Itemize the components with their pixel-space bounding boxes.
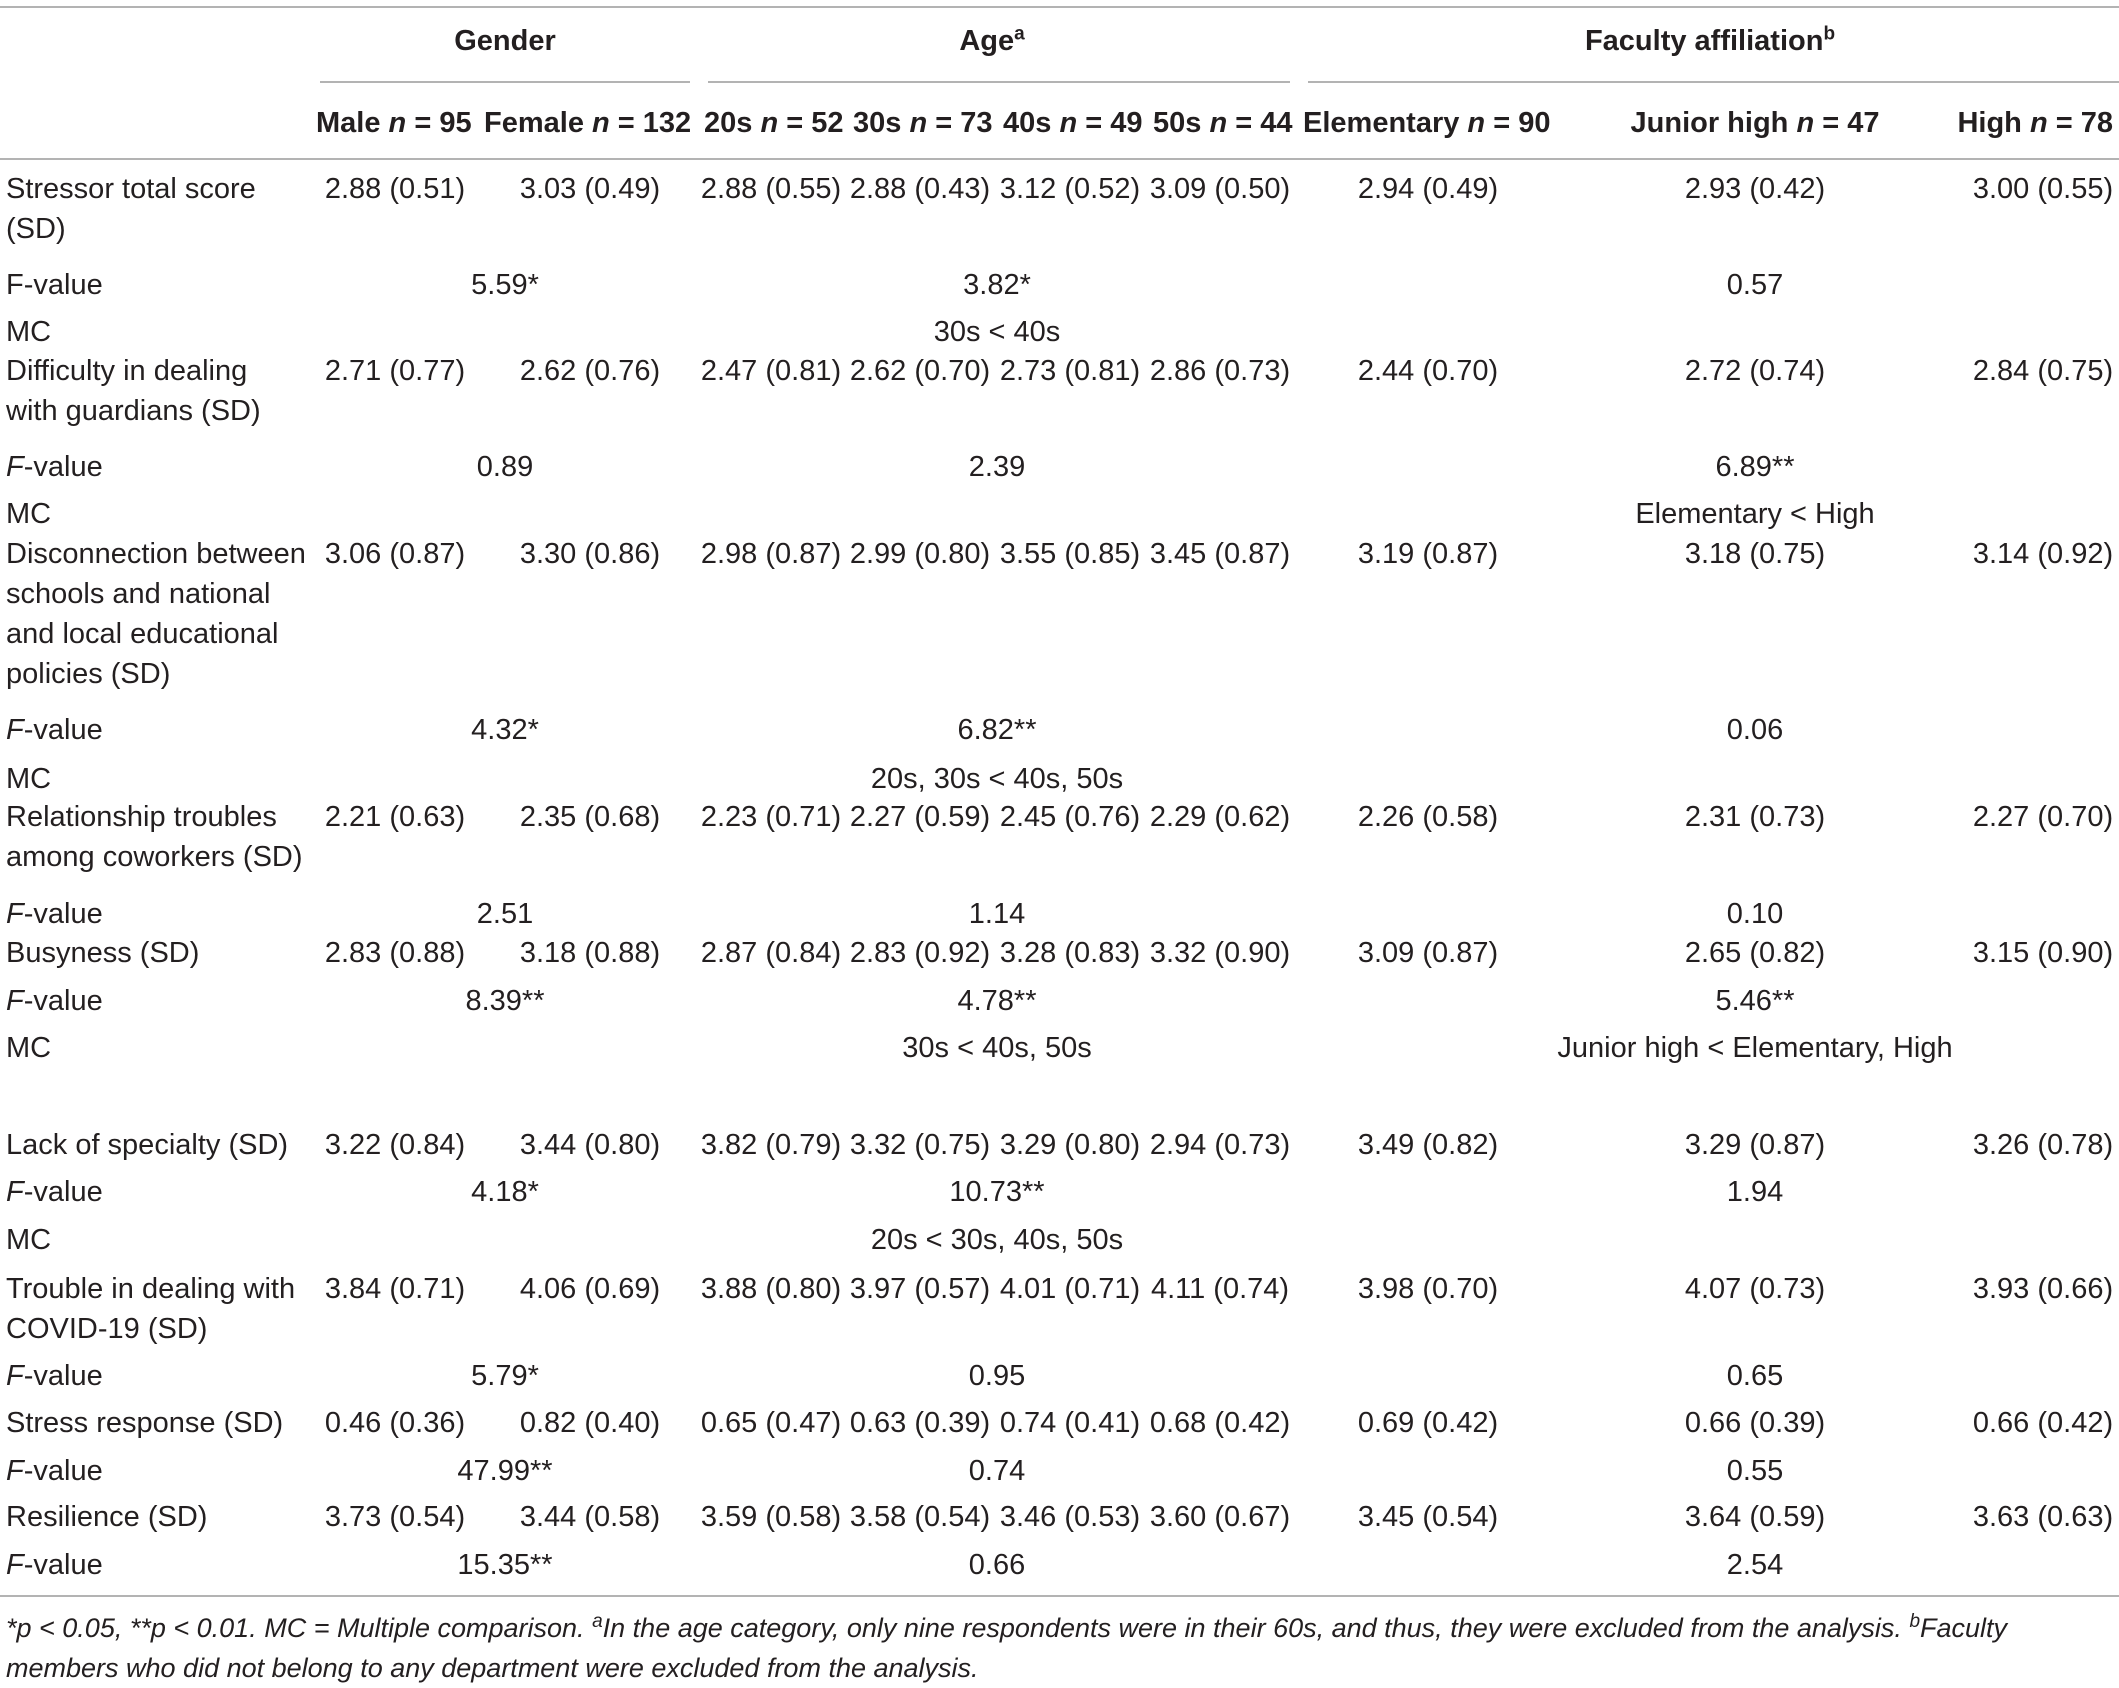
table-cell: 3.26 (0.78) xyxy=(1972,1129,2114,1161)
stat-cell-faculty: 1.94 xyxy=(1726,1176,1784,1208)
column-header-n: 73 xyxy=(960,107,993,139)
row-label-mc: MC xyxy=(6,763,52,795)
stat-cell-faculty: 0.65 xyxy=(1726,1360,1784,1392)
stat-cell-faculty: 0.57 xyxy=(1726,269,1784,301)
stat-cell-faculty: 6.89** xyxy=(1715,451,1795,483)
table-cell: 3.29 (0.87) xyxy=(1684,1129,1826,1161)
stat-cell-age: 3.82* xyxy=(963,269,1031,301)
row-label-measure: Difficulty in dealing with guardians (SD) xyxy=(6,355,261,427)
table-cell: 3.82 (0.79) xyxy=(700,1129,842,1161)
table-cell: 3.60 (0.67) xyxy=(1149,1501,1291,1533)
table-cell: 3.32 (0.75) xyxy=(849,1129,991,1161)
stat-cell-faculty: 2.54 xyxy=(1726,1549,1784,1581)
table-cell: 2.44 (0.70) xyxy=(1357,355,1499,387)
column-header-n: 44 xyxy=(1260,107,1293,139)
f-symbol: F xyxy=(6,1176,24,1208)
table-cell: 3.29 (0.80) xyxy=(999,1129,1141,1161)
faculty-footnote-mark: b xyxy=(1823,23,1836,45)
table-cell: 2.72 (0.74) xyxy=(1684,355,1826,387)
table-cell: 2.88 (0.43) xyxy=(849,173,991,205)
n-symbol: n xyxy=(2029,107,2048,139)
table-cell: 2.23 (0.71) xyxy=(700,801,842,833)
column-header-elementary: Elementary n = 90 xyxy=(1303,107,1551,139)
column-header-label: 50s xyxy=(1153,107,1202,139)
stat-cell-gender: 5.79* xyxy=(471,1360,539,1392)
row-label-measure: Relationship troubles among coworkers (SD) xyxy=(6,801,303,873)
header-bottom-rule xyxy=(0,158,2119,160)
column-header-n: 52 xyxy=(811,107,844,139)
table-cell: 0.66 (0.39) xyxy=(1684,1407,1826,1439)
column-header-n: 49 xyxy=(1110,107,1143,139)
table-cell: 3.45 (0.87) xyxy=(1149,538,1291,570)
stat-cell-gender: 4.18* xyxy=(471,1176,539,1208)
table-cell: 2.83 (0.92) xyxy=(849,937,991,969)
table-cell: 3.49 (0.82) xyxy=(1357,1129,1499,1161)
table-cell: 2.98 (0.87) xyxy=(700,538,842,570)
n-symbol: n xyxy=(909,107,928,139)
row-label-measure: Resilience (SD) xyxy=(6,1501,208,1533)
table-cell: 3.22 (0.84) xyxy=(324,1129,466,1161)
table-cell: 0.69 (0.42) xyxy=(1357,1407,1499,1439)
column-header-label: Junior high xyxy=(1630,107,1789,139)
table-cell: 2.62 (0.76) xyxy=(519,355,661,387)
age-footnote-mark: a xyxy=(1014,23,1025,45)
column-header-20s: 20s n = 52 xyxy=(704,107,844,139)
f-symbol: F xyxy=(6,1455,24,1487)
table-top-rule xyxy=(0,6,2119,8)
row-label-measure: Busyness (SD) xyxy=(6,937,200,969)
table-cell: 2.62 (0.70) xyxy=(849,355,991,387)
table-cell: 3.44 (0.80) xyxy=(519,1129,661,1161)
column-header-label: High xyxy=(1957,107,2022,139)
group-header-faculty xyxy=(1585,24,1835,58)
stat-cell-age: 10.73** xyxy=(949,1176,1045,1208)
gender-group-rule xyxy=(320,81,690,83)
row-label-measure: Lack of specialty (SD) xyxy=(6,1129,289,1161)
table-cell: 3.32 (0.90) xyxy=(1149,937,1291,969)
table-cell: 3.12 (0.52) xyxy=(999,173,1141,205)
stat-cell-gender: 8.39** xyxy=(465,985,545,1017)
table-cell: 3.64 (0.59) xyxy=(1684,1501,1826,1533)
stat-cell-gender: 5.59* xyxy=(471,269,539,301)
table-cell: 3.06 (0.87) xyxy=(324,538,466,570)
table-cell: 3.44 (0.58) xyxy=(519,1501,661,1533)
table-cell: 2.35 (0.68) xyxy=(519,801,661,833)
faculty-label: Faculty affiliation xyxy=(1584,25,1824,57)
table-cell: 3.93 (0.66) xyxy=(1972,1273,2114,1305)
table-cell: 2.27 (0.59) xyxy=(849,801,991,833)
column-header-label: Male xyxy=(316,107,381,139)
row-label-measure: Stressor total score (SD) xyxy=(6,173,256,245)
faculty-group-rule xyxy=(1308,81,2119,83)
table-cell: 3.14 (0.92) xyxy=(1972,538,2114,570)
column-header-30s: 30s n = 73 xyxy=(853,107,993,139)
table-cell: 0.46 (0.36) xyxy=(324,1407,466,1439)
table-cell: 3.30 (0.86) xyxy=(519,538,661,570)
table-cell: 2.93 (0.42) xyxy=(1684,173,1826,205)
footnote-mark-a: a xyxy=(592,1611,603,1632)
f-symbol: F xyxy=(6,451,24,483)
stat-cell-faculty: 0.55 xyxy=(1726,1455,1784,1487)
row-label-measure: Trouble in dealing with COVID-19 (SD) xyxy=(6,1273,296,1345)
table-cell: 3.00 (0.55) xyxy=(1972,173,2114,205)
table-bottom-rule xyxy=(0,1595,2119,1597)
stat-cell-gender: 2.51 xyxy=(476,898,534,930)
stat-cell-faculty: Junior high < Elementary, High xyxy=(1557,1032,1953,1064)
row-label-measure: Disconnection between schools and national and local educational policies (SD) xyxy=(6,538,306,690)
footnote-mark-b: b xyxy=(1909,1611,1921,1632)
n-symbol: n xyxy=(388,107,407,139)
footnote-faculty: Faculty members who did not belong to any department were excluded from the analysis. xyxy=(6,1613,2008,1683)
table-cell: 2.31 (0.73) xyxy=(1684,801,1826,833)
column-header-label: Elementary xyxy=(1303,107,1460,139)
table-cell: 2.47 (0.81) xyxy=(700,355,842,387)
column-header-n: 132 xyxy=(642,107,692,139)
table-cell: 2.83 (0.88) xyxy=(324,937,466,969)
table-cell: 3.15 (0.90) xyxy=(1972,937,2114,969)
table-cell: 3.98 (0.70) xyxy=(1357,1273,1499,1305)
row-label-f-value: F-value xyxy=(6,1360,103,1392)
f-symbol: F xyxy=(6,1360,24,1392)
stat-cell-age: 30s < 40s xyxy=(933,316,1061,348)
table-cell: 3.55 (0.85) xyxy=(999,538,1141,570)
row-label-measure: Stress response (SD) xyxy=(6,1407,284,1439)
table-cell: 2.73 (0.81) xyxy=(999,355,1141,387)
column-header-high: High n = 78 xyxy=(1957,107,2113,139)
row-label-mc: MC xyxy=(6,316,52,348)
column-header-label: 40s xyxy=(1003,107,1052,139)
group-header-age xyxy=(959,24,1024,58)
table-cell: 2.84 (0.75) xyxy=(1972,355,2114,387)
column-header-label: Female xyxy=(484,107,584,139)
row-label-f-value: F-value xyxy=(6,1176,103,1208)
stat-cell-age: 20s, 30s < 40s, 50s xyxy=(870,763,1124,795)
table-cell: 0.82 (0.40) xyxy=(519,1407,661,1439)
row-label-f-value: F-value xyxy=(6,269,103,301)
column-header-n: 90 xyxy=(1518,107,1551,139)
n-symbol: n xyxy=(592,107,610,139)
n-symbol: n xyxy=(760,107,779,139)
column-header-label: 20s xyxy=(704,107,753,139)
footnote-significance: *p < 0.05, **p < 0.01. MC = Multiple comparison. xyxy=(6,1613,585,1643)
stat-cell-faculty: 0.06 xyxy=(1726,714,1784,746)
stat-cell-age: 2.39 xyxy=(968,451,1026,483)
row-label-f-value: F-value xyxy=(6,985,103,1017)
stat-cell-age: 30s < 40s, 50s xyxy=(902,1032,1092,1064)
column-header-female: Female n = 132 xyxy=(484,107,692,139)
table-cell: 4.06 (0.69) xyxy=(519,1273,661,1305)
stat-cell-faculty: 5.46** xyxy=(1715,985,1795,1017)
table-cell: 2.65 (0.82) xyxy=(1684,937,1826,969)
column-header-n: 47 xyxy=(1847,107,1880,139)
table-cell: 2.88 (0.51) xyxy=(324,173,466,205)
column-header-n: 95 xyxy=(439,107,472,139)
table-cell: 3.09 (0.50) xyxy=(1149,173,1291,205)
row-label-f-value: F-value xyxy=(6,1455,103,1487)
table-cell: 0.65 (0.47) xyxy=(700,1407,842,1439)
table-cell: 2.21 (0.63) xyxy=(324,801,466,833)
table-cell: 2.29 (0.62) xyxy=(1149,801,1291,833)
table-cell: 2.94 (0.73) xyxy=(1149,1129,1291,1161)
table-cell: 2.71 (0.77) xyxy=(324,355,466,387)
column-header-male: Male n = 95 xyxy=(316,107,472,139)
table-cell: 3.84 (0.71) xyxy=(324,1273,466,1305)
stat-cell-faculty: 0.10 xyxy=(1726,898,1784,930)
row-label-mc: MC xyxy=(6,498,52,530)
column-header-junior-high: Junior high n = 47 xyxy=(1630,107,1880,139)
table-cell: 2.45 (0.76) xyxy=(999,801,1141,833)
table-cell: 3.28 (0.83) xyxy=(999,937,1141,969)
stat-cell-gender: 0.89 xyxy=(476,451,534,483)
stat-cell-age: 0.66 xyxy=(968,1549,1026,1581)
table-cell: 3.46 (0.53) xyxy=(999,1501,1141,1533)
stat-cell-age: 6.82** xyxy=(957,714,1037,746)
n-symbol: n xyxy=(1796,107,1815,139)
row-label-f-value: F-value xyxy=(6,714,103,746)
stat-cell-gender: 47.99** xyxy=(457,1455,553,1487)
table-cell: 3.18 (0.75) xyxy=(1684,538,1826,570)
table-cell: 2.88 (0.55) xyxy=(700,173,842,205)
table-cell: 3.88 (0.80) xyxy=(700,1273,842,1305)
table-cell: 3.73 (0.54) xyxy=(324,1501,466,1533)
table-cell: 3.09 (0.87) xyxy=(1357,937,1499,969)
stat-cell-age: 20s < 30s, 40s, 50s xyxy=(870,1224,1124,1256)
stat-cell-age: 4.78** xyxy=(957,985,1037,1017)
n-symbol: n xyxy=(1467,107,1486,139)
stat-cell-gender: 15.35** xyxy=(457,1549,553,1581)
f-symbol: F xyxy=(6,1549,24,1581)
f-symbol: F xyxy=(6,714,24,746)
stat-cell-faculty: Elementary < High xyxy=(1635,498,1875,530)
f-symbol: F xyxy=(6,898,24,930)
table-cell: 3.45 (0.54) xyxy=(1357,1501,1499,1533)
table-cell: 3.97 (0.57) xyxy=(849,1273,991,1305)
table-cell: 2.27 (0.70) xyxy=(1972,801,2114,833)
table-cell: 0.74 (0.41) xyxy=(999,1407,1141,1439)
table-cell: 4.11 (0.74) xyxy=(1150,1273,1290,1305)
table-cell: 0.68 (0.42) xyxy=(1149,1407,1291,1439)
age-label: Age xyxy=(959,25,1015,57)
table-cell: 4.01 (0.71) xyxy=(999,1273,1141,1305)
table-cell: 0.63 (0.39) xyxy=(849,1407,991,1439)
table-cell: 3.59 (0.58) xyxy=(700,1501,842,1533)
group-header-gender: Gender xyxy=(454,25,556,57)
table-cell: 3.63 (0.63) xyxy=(1972,1501,2114,1533)
table-cell: 3.19 (0.87) xyxy=(1357,538,1499,570)
table-cell: 0.66 (0.42) xyxy=(1972,1407,2114,1439)
row-label-mc: MC xyxy=(6,1032,52,1064)
row-label-f-value: F-value xyxy=(6,898,103,930)
n-symbol: n xyxy=(1059,107,1078,139)
column-header-40s: 40s n = 49 xyxy=(1003,107,1143,139)
n-symbol: n xyxy=(1209,107,1228,139)
row-label-f-value: F-value xyxy=(6,451,103,483)
stat-cell-gender: 4.32* xyxy=(471,714,539,746)
table-cell: 3.03 (0.49) xyxy=(519,173,661,205)
f-symbol: F xyxy=(6,985,24,1017)
stat-cell-age: 0.74 xyxy=(968,1455,1026,1487)
table-cell: 2.87 (0.84) xyxy=(700,937,842,969)
row-label-f-value: F-value xyxy=(6,1549,103,1581)
table-cell: 3.18 (0.88) xyxy=(519,937,661,969)
table-cell: 4.07 (0.73) xyxy=(1684,1273,1826,1305)
table-cell: 2.94 (0.49) xyxy=(1357,173,1499,205)
table-cell: 2.26 (0.58) xyxy=(1357,801,1499,833)
table-cell: 3.58 (0.54) xyxy=(849,1501,991,1533)
column-header-50s: 50s n = 44 xyxy=(1153,107,1293,139)
column-header-n: 78 xyxy=(2080,107,2113,139)
row-label-mc: MC xyxy=(6,1224,52,1256)
stat-cell-age: 1.14 xyxy=(968,898,1026,930)
stat-cell-age: 0.95 xyxy=(968,1360,1026,1392)
table-cell: 2.99 (0.80) xyxy=(849,538,991,570)
footnote-age: In the age category, only nine respondents were in their 60s, and thus, they were excluded from the analysis. xyxy=(602,1613,1902,1643)
table-footnote xyxy=(6,1608,2114,1688)
age-group-rule xyxy=(708,81,1290,83)
table-cell: 2.86 (0.73) xyxy=(1149,355,1291,387)
column-header-label: 30s xyxy=(853,107,902,139)
